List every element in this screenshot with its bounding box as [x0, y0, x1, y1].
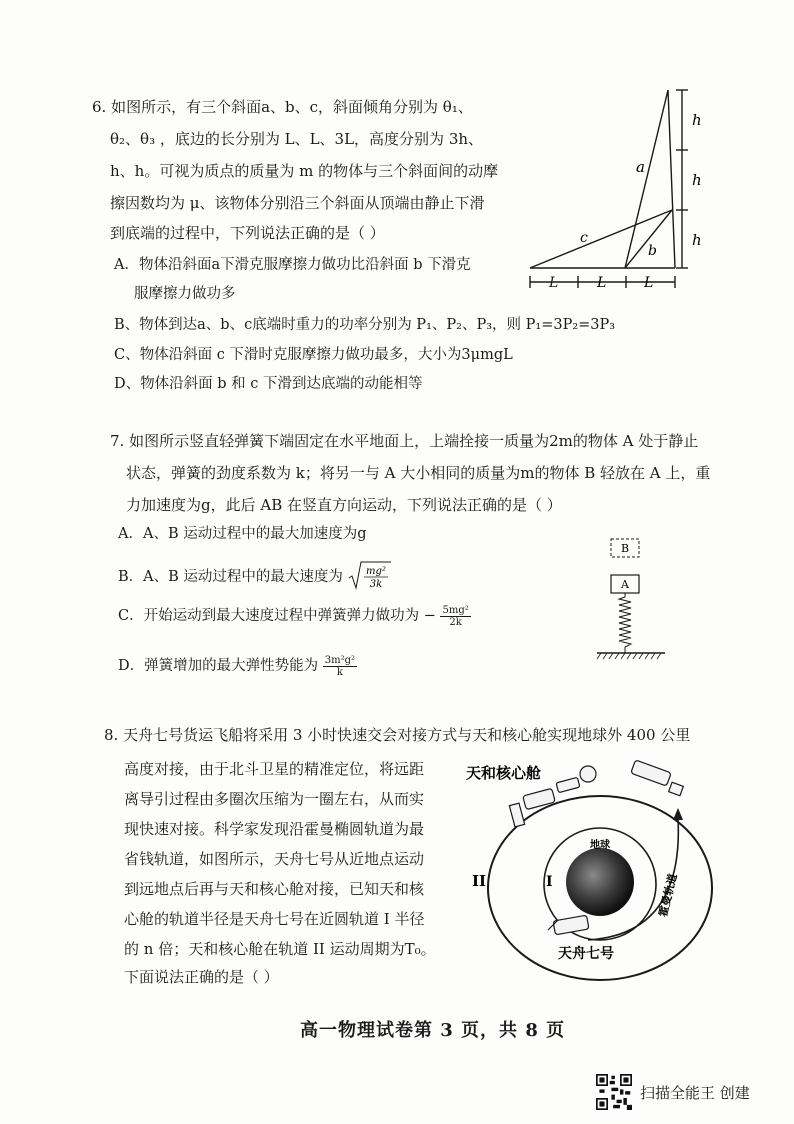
q8-line-3: 离导引过程由多圈次压缩为一圈左右，从而实 — [124, 790, 425, 808]
spacecraft-bottom-icon — [548, 915, 589, 935]
q6-line-1: 6. 如图所示，有三个斜面a、b、c，斜面倾角分别为 θ₁、 — [92, 98, 473, 116]
svg-text:B: B — [620, 542, 630, 555]
label-c: c — [580, 230, 588, 246]
spring — [619, 593, 631, 653]
q6-line-4: 擦因数均为 μ、该物体分别沿三个斜面从顶端由静止下滑 — [110, 194, 485, 212]
svg-text:II: II — [472, 872, 487, 890]
label-L-3: L — [644, 275, 654, 291]
spring-diagram — [595, 535, 675, 670]
sqrt-symbol — [348, 560, 392, 594]
q7-line-1: 7. 如图所示竖直轻弹簧下端固定在水平地面上，上端拴接一质量为2m的物体 A 处于静止 — [110, 432, 699, 450]
q7-option-a: A．A、B 运动过程中的最大加速度为g — [118, 526, 367, 542]
orbit-diagram — [462, 752, 724, 984]
q6-line-5: 到底端的过程中，下列说法正确的是（ ） — [110, 224, 385, 242]
svg-text:I: I — [546, 874, 553, 890]
q7-option-c: C．开始运动到最大速度过程中弹簧弹力做功为 − $\frac{\text{5mg²}}{2k}$ — [118, 604, 469, 628]
svg-text:A: A — [621, 578, 629, 591]
q8-line-1: 8. 天舟七号货运飞船将采用 3 小时快速交会对接方式与天和核心舱实现地球外 400 公里 — [104, 726, 691, 744]
q8-line-6: 到远地点后再与天和核心舱对接，已知天和核 — [124, 880, 425, 898]
scanner-watermark — [596, 1074, 750, 1110]
fraction-c: $\frac{\text{5mg²}}{2k}$ — [442, 604, 469, 628]
q8-line-7: 心舱的轨道半径是天舟七号在近圆轨道 I 半径 — [124, 910, 425, 928]
q8-line-2: 高度对接，由于北斗卫星的精准定位，将远距 — [124, 760, 425, 778]
q7-line-3: 力加速度为g，此后 AB 在竖直方向运动，下列说法正确的是（ ） — [126, 496, 562, 514]
label-h-1: h — [692, 111, 702, 129]
label-L-2: L — [597, 275, 607, 291]
q7-option-b: B．A、B 运动过程中的最大速度为 mg² 3k — [118, 560, 392, 594]
vertical-wall — [668, 90, 675, 268]
svg-text:mg²: mg² — [365, 566, 386, 577]
page-footer: 高一物理试卷第 3 页，共 8 页 — [300, 1020, 566, 1041]
watermark-text: 扫描全能王 创建 — [640, 1083, 750, 1102]
q7-line-2: 状态，弹簧的劲度系数为 k；将另一与 A 大小相同的质量为m的物体 B 轻放在 A 上，重 — [126, 464, 711, 482]
label-b: b — [648, 243, 657, 259]
q6-option-d: D、物体沿斜面 b 和 c 下滑到达底端的动能相等 — [114, 376, 423, 392]
q6-option-a: A．物体沿斜面a下滑克服摩擦力做功比沿斜面 b 下滑克 — [114, 257, 471, 273]
svg-text:天和核心舱: 天和核心舱 — [466, 764, 542, 782]
label-L-1: L — [549, 275, 559, 291]
q6-option-c: C、物体沿斜面 c 下滑时克服摩擦力做功最多，大小为3μmgL — [114, 347, 513, 363]
spacecraft-top-icon — [631, 760, 684, 796]
qr-code-icon — [596, 1074, 632, 1110]
slope-c — [530, 210, 672, 268]
q6-option-b: B、物体到达a、b、c底端时重力的功率分别为 P₁、P₂、P₃，则 P₁=3P₂=3P₃ — [114, 317, 616, 333]
incline-diagram — [520, 80, 720, 300]
q7-option-d: D．弹簧增加的最大弹性势能为 $\frac{\text{3m²g²}}{k}$ — [118, 654, 355, 678]
q8-line-5: 省钱轨道，如图所示，天舟七号从近地点运动 — [124, 850, 425, 868]
q6-option-a-cont: 服摩擦力做功多 — [134, 286, 236, 302]
q8-line-9: 下面说法正确的是（ ） — [124, 968, 279, 986]
q8-line-4: 现快速对接。科学家发现沿霍曼椭圆轨道为最 — [124, 820, 425, 838]
earth — [566, 848, 634, 916]
fraction-d: $\frac{\text{3m²g²}}{k}$ — [324, 654, 355, 678]
svg-text:3k: 3k — [369, 579, 382, 590]
svg-text:地球: 地球 — [590, 840, 610, 851]
arrow-head — [673, 808, 683, 820]
q6-line-3: h、h。可视为质点的质量为 m 的物体与三个斜面间的动摩 — [110, 162, 499, 180]
q6-line-2: θ₂、θ₃ ，底边的长分别为 L、L、3L，高度分别为 3h、 — [110, 130, 484, 148]
svg-text:天舟七号: 天舟七号 — [558, 946, 614, 962]
label-a: a — [636, 158, 645, 176]
q8-line-8: 的 n 倍；天和核心舱在轨道 II 运动周期为T₀。 — [124, 940, 436, 958]
label-h-2: h — [692, 171, 702, 189]
label-h-3: h — [692, 231, 702, 249]
svg-text:霍曼轨道: 霍曼轨道 — [656, 872, 680, 919]
